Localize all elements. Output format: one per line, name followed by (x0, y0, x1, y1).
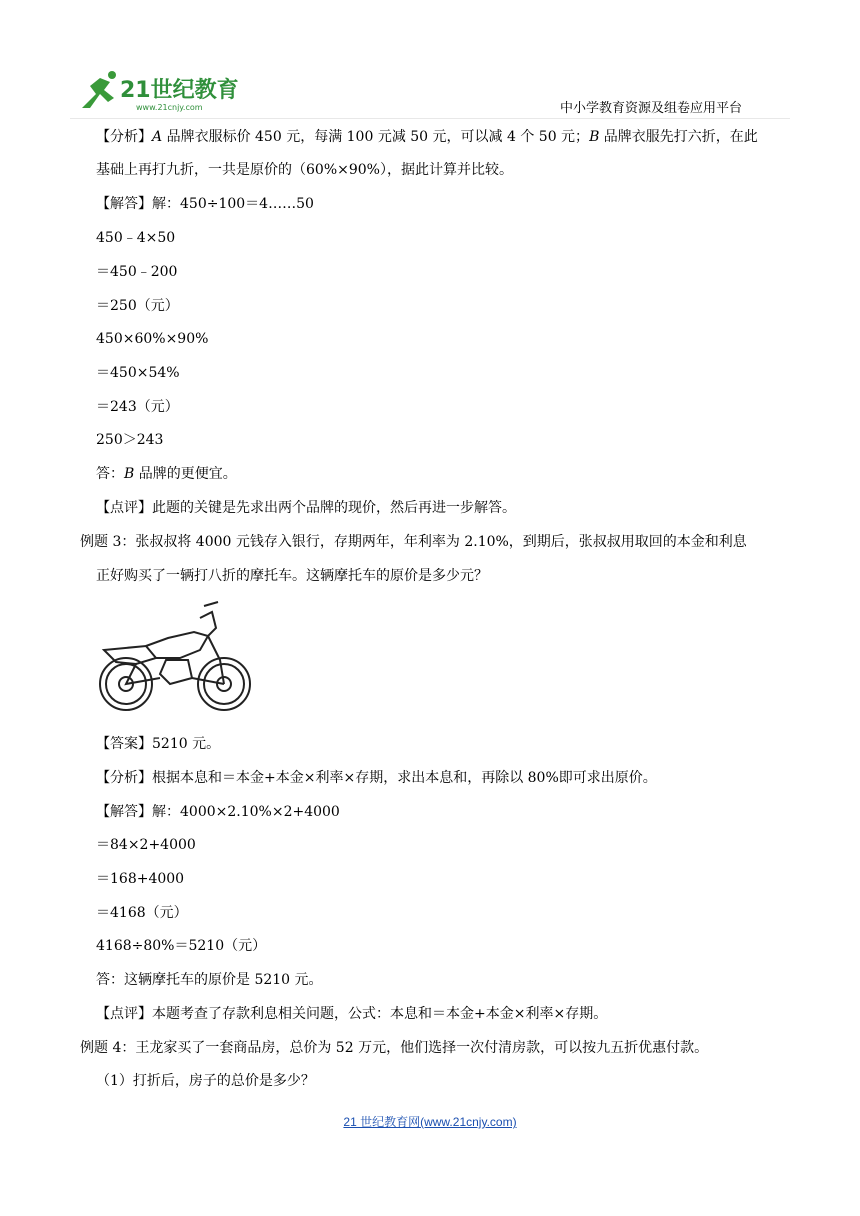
step-line: ＝250（元） (96, 298, 179, 314)
step-line: ＝168+4000 (96, 871, 185, 887)
analysis-line: 【分析】根据本息和＝本金+本金×利率×存期，求出本息和，再除以 80%即可求出原价。 (96, 770, 657, 786)
brand-logo (76, 68, 256, 114)
final-answer-line: 答：这辆摩托车的原价是 5210 元。 (96, 972, 323, 988)
runner-icon (82, 78, 114, 108)
subquestion-line: （1）打折后，房子的总价是多少？ (96, 1073, 315, 1089)
logo-subtext: www.21cnjy.com (136, 103, 203, 112)
question-line: 例题 4：王龙家买了一套商品房，总价为 52 万元，他们选择一次付清房款，可以按九五折优惠付款。 (80, 1040, 709, 1056)
step-line: ＝84×2+4000 (96, 837, 196, 853)
step-line: ＝243（元） (96, 399, 179, 415)
footer-link[interactable]: 21 世纪教育网(www.21cnjy.com) (343, 1115, 517, 1129)
step-line: 4168÷80%＝5210（元） (96, 938, 267, 954)
platform-name: 中小学教育资源及组卷应用平台 (560, 101, 743, 116)
analysis-line-1: 【分析】A 品牌衣服标价 450 元，每满 100 元减 50 元，可以减 4 个 50 元；B 品牌衣服先打六折，在此 (96, 129, 758, 145)
motorcycle-image (96, 598, 254, 718)
step-line: 250＞243 (96, 432, 164, 448)
step-line: ＝4168（元） (96, 905, 188, 921)
step-line: ＝450×54% (96, 365, 180, 381)
answer-line: 【答案】5210 元。 (96, 736, 221, 752)
comment-line: 【点评】此题的关键是先求出两个品牌的现价，然后再进一步解答。 (96, 500, 516, 516)
logo-text: 21世纪教育 (120, 78, 239, 103)
question-line-2: 正好购买了一辆打八折的摩托车。这辆摩托车的原价是多少元？ (96, 568, 488, 584)
step-line: 450×60%×90% (96, 331, 209, 347)
question-line-1: 例题 3：张叔叔将 4000 元钱存入银行，存期两年，年利率为 2.10%，到期后，张叔叔用取回的本金和利息 (80, 534, 747, 550)
comment-line: 【点评】本题考查了存款利息相关问题，公式：本息和＝本金+本金×利率×存期。 (96, 1006, 608, 1022)
header-divider (70, 118, 790, 119)
step-line: 450﹣4×50 (96, 230, 176, 246)
footer (0, 1113, 860, 1130)
solution-line: 【解答】解：450÷100＝4……50 (96, 196, 314, 212)
answer-line: 答：B 品牌的更便宜。 (96, 466, 237, 482)
solution-line: 【解答】解：4000×2.10%×2+4000 (96, 804, 340, 820)
analysis-line-2: 基础上再打九折，一共是原价的（60%×90%），据此计算并比较。 (96, 162, 513, 178)
step-line: ＝450﹣200 (96, 264, 178, 280)
